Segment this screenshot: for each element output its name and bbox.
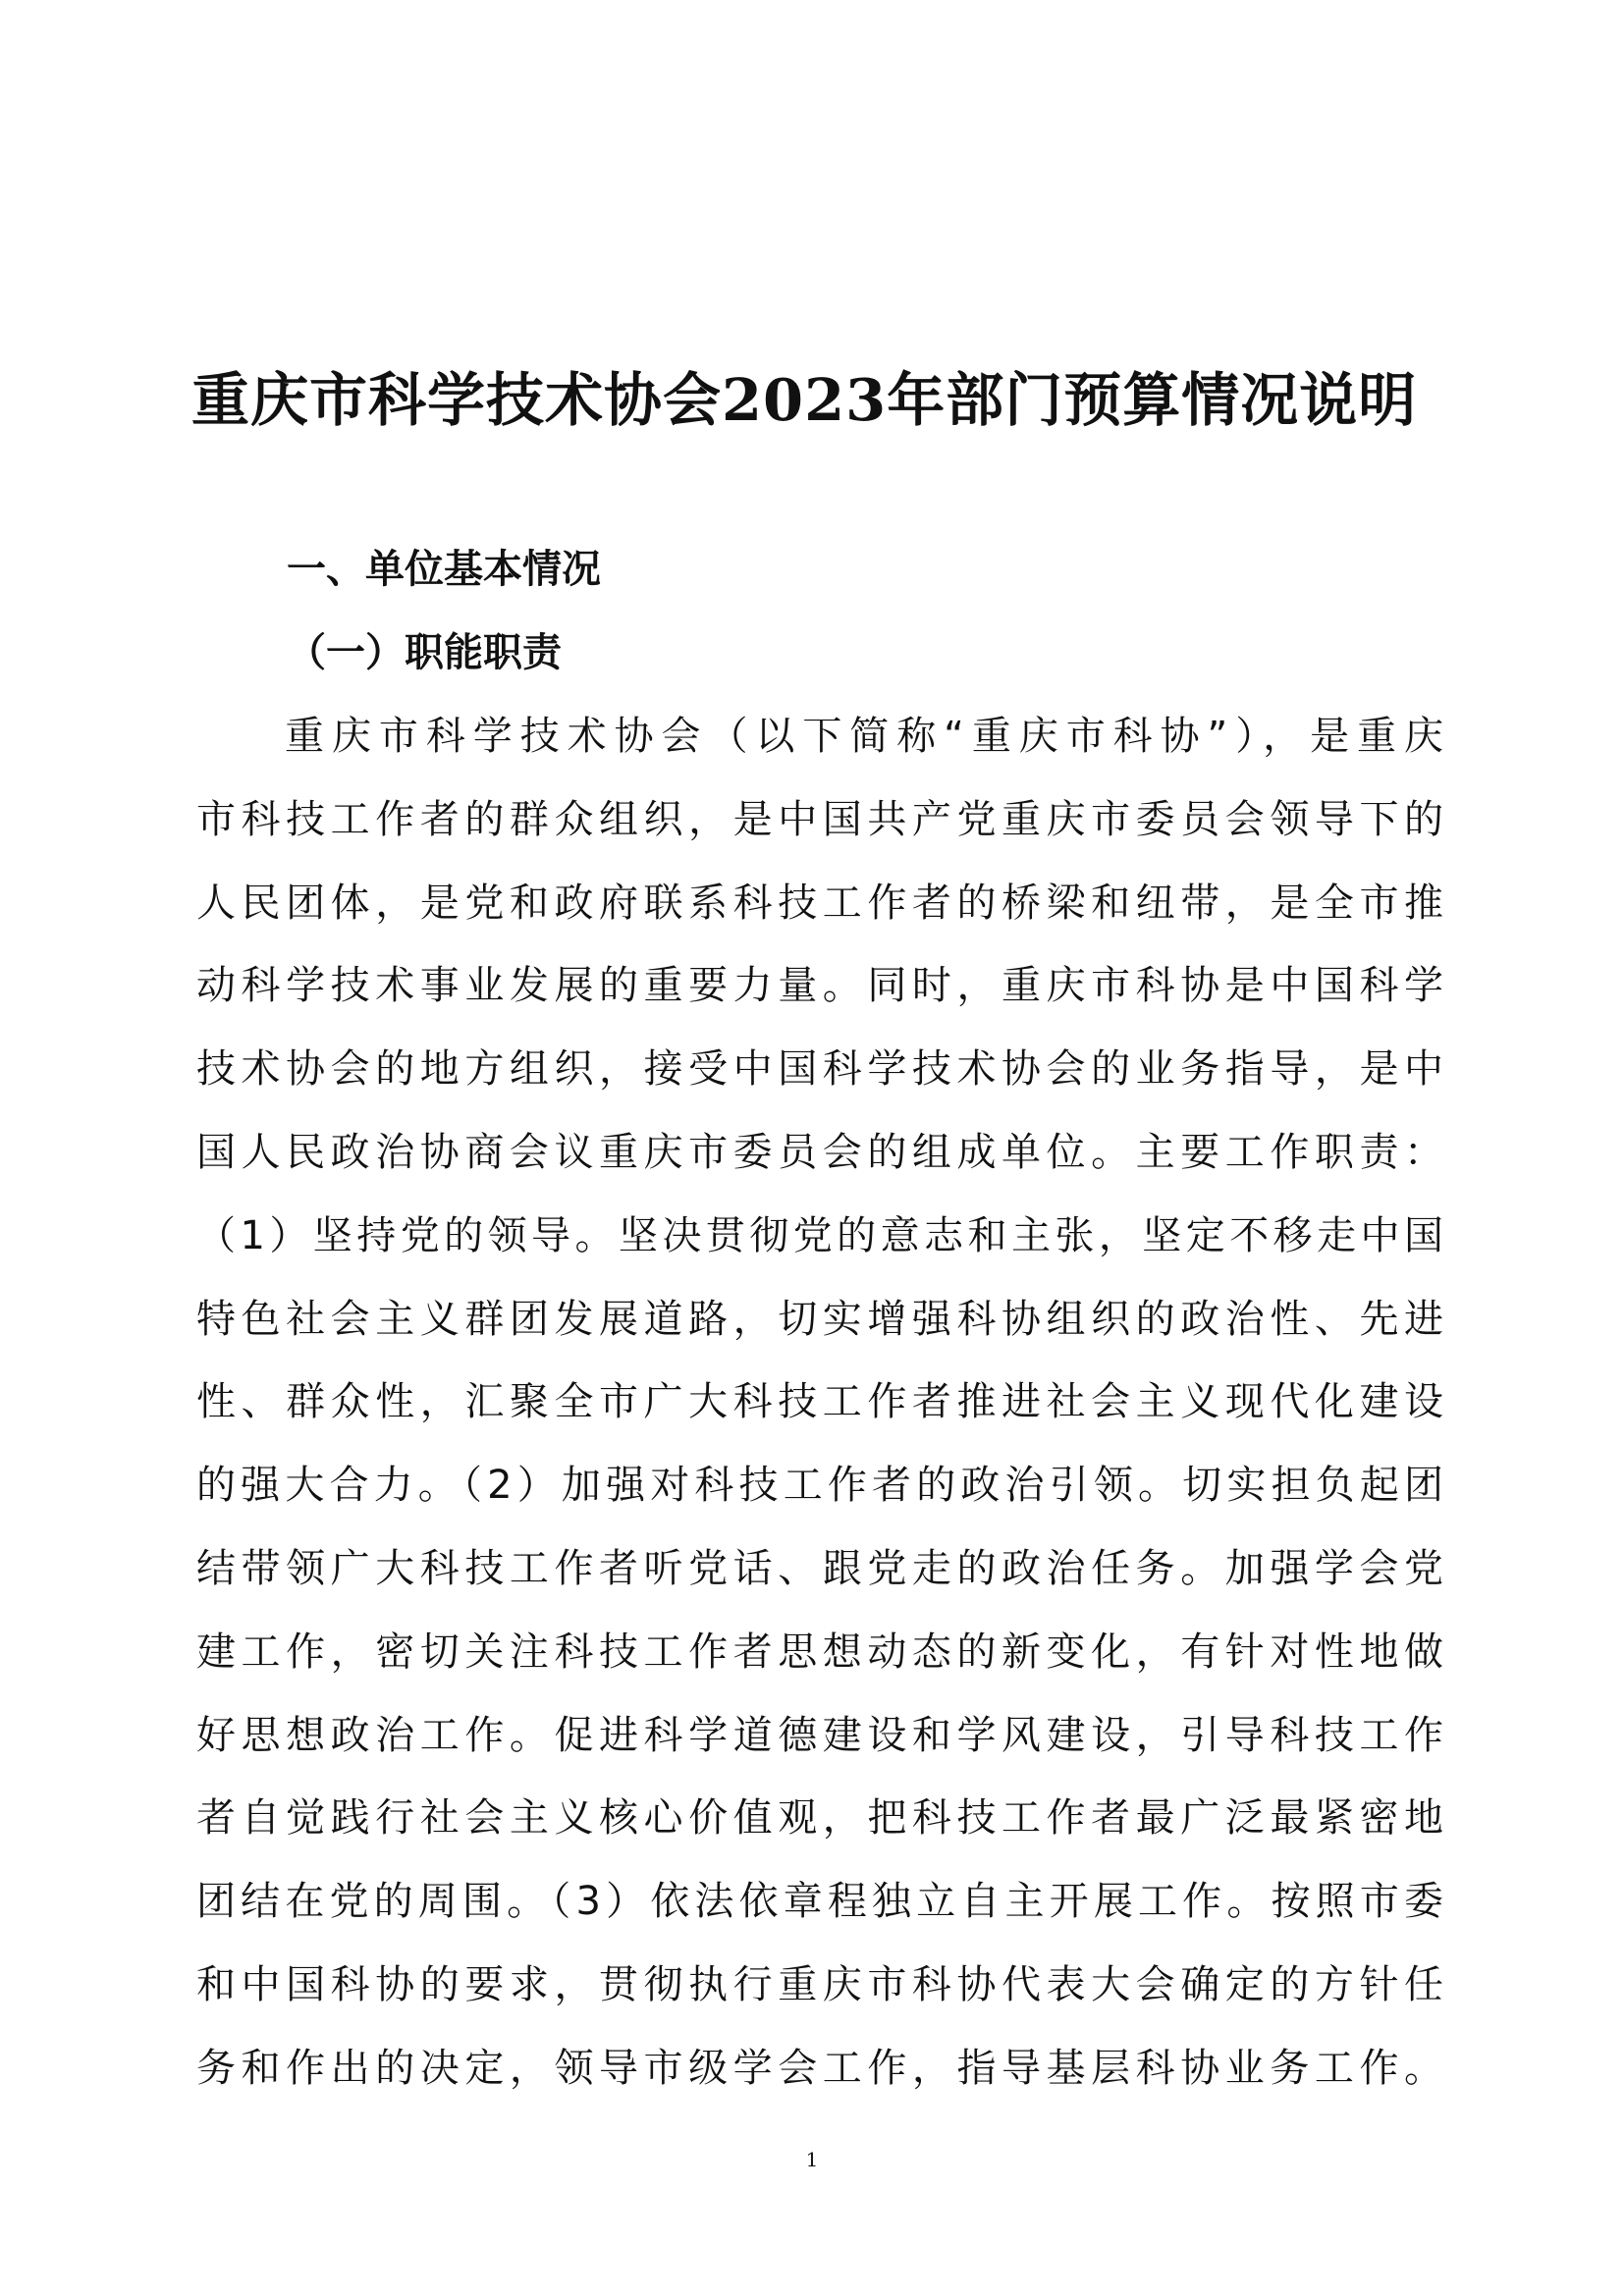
body-line: 性、群众性，汇聚全市广大科技工作者推进社会主义现代化建设 xyxy=(196,1379,1443,1425)
body-line: （1）坚持党的领导。坚决贯彻党的意志和主张，坚定不移走中国 xyxy=(196,1212,1443,1258)
body-line: 国人民政治协商会议重庆市委员会的组成单位。主要工作职责： xyxy=(196,1129,1443,1175)
body-line: 结带领广大科技工作者听党话、跟党走的政治任务。加强学会党 xyxy=(196,1545,1443,1591)
body-line: 人民团体，是党和政府联系科技工作者的桥梁和纽带，是全市推 xyxy=(196,880,1443,926)
body-line: 动科学技术事业发展的重要力量。同时，重庆市科协是中国科学 xyxy=(196,963,1443,1009)
page-number: 1 xyxy=(805,2148,819,2171)
section-heading: 一、单位基本情况 xyxy=(287,547,601,592)
body-line: 技术协会的地方组织，接受中国科学技术协会的业务指导，是中 xyxy=(196,1046,1443,1093)
sub-heading: （一）职能职责 xyxy=(287,630,562,675)
body-line: 者自觉践行社会主义核心价值观，把科技工作者最广泛最紧密地 xyxy=(196,1795,1443,1842)
body-line: 的强大合力。（2）加强对科技工作者的政治引领。切实担负起团 xyxy=(196,1463,1443,1509)
body-line: 重庆市科学技术协会（以下简称“重庆市科协”），是重庆 xyxy=(285,714,1443,759)
body-line: 建工作，密切关注科技工作者思想动态的新变化，有针对性地做 xyxy=(196,1629,1443,1675)
body-line: 和中国科协的要求，贯彻执行重庆市科协代表大会确定的方针任 xyxy=(196,1961,1443,2007)
body-line: 市科技工作者的群众组织，是中国共产党重庆市委员会领导下的 xyxy=(196,796,1443,842)
body-line: 团结在党的周围。（3）依法依章程独立自主开展工作。按照市委 xyxy=(196,1879,1443,1925)
body-paragraph xyxy=(196,702,1443,2117)
body-line: 特色社会主义群团发展道路，切实增强科协组织的政治性、先进 xyxy=(196,1296,1443,1342)
document-title: 重庆市科学技术协会2023年部门预算情况说明 xyxy=(191,366,1418,434)
body-line: 务和作出的决定，领导市级学会工作，指导基层科协业务工作。 xyxy=(196,2045,1443,2091)
body-line: 好思想政治工作。促进科学道德建设和学风建设，引导科技工作 xyxy=(196,1712,1443,1758)
